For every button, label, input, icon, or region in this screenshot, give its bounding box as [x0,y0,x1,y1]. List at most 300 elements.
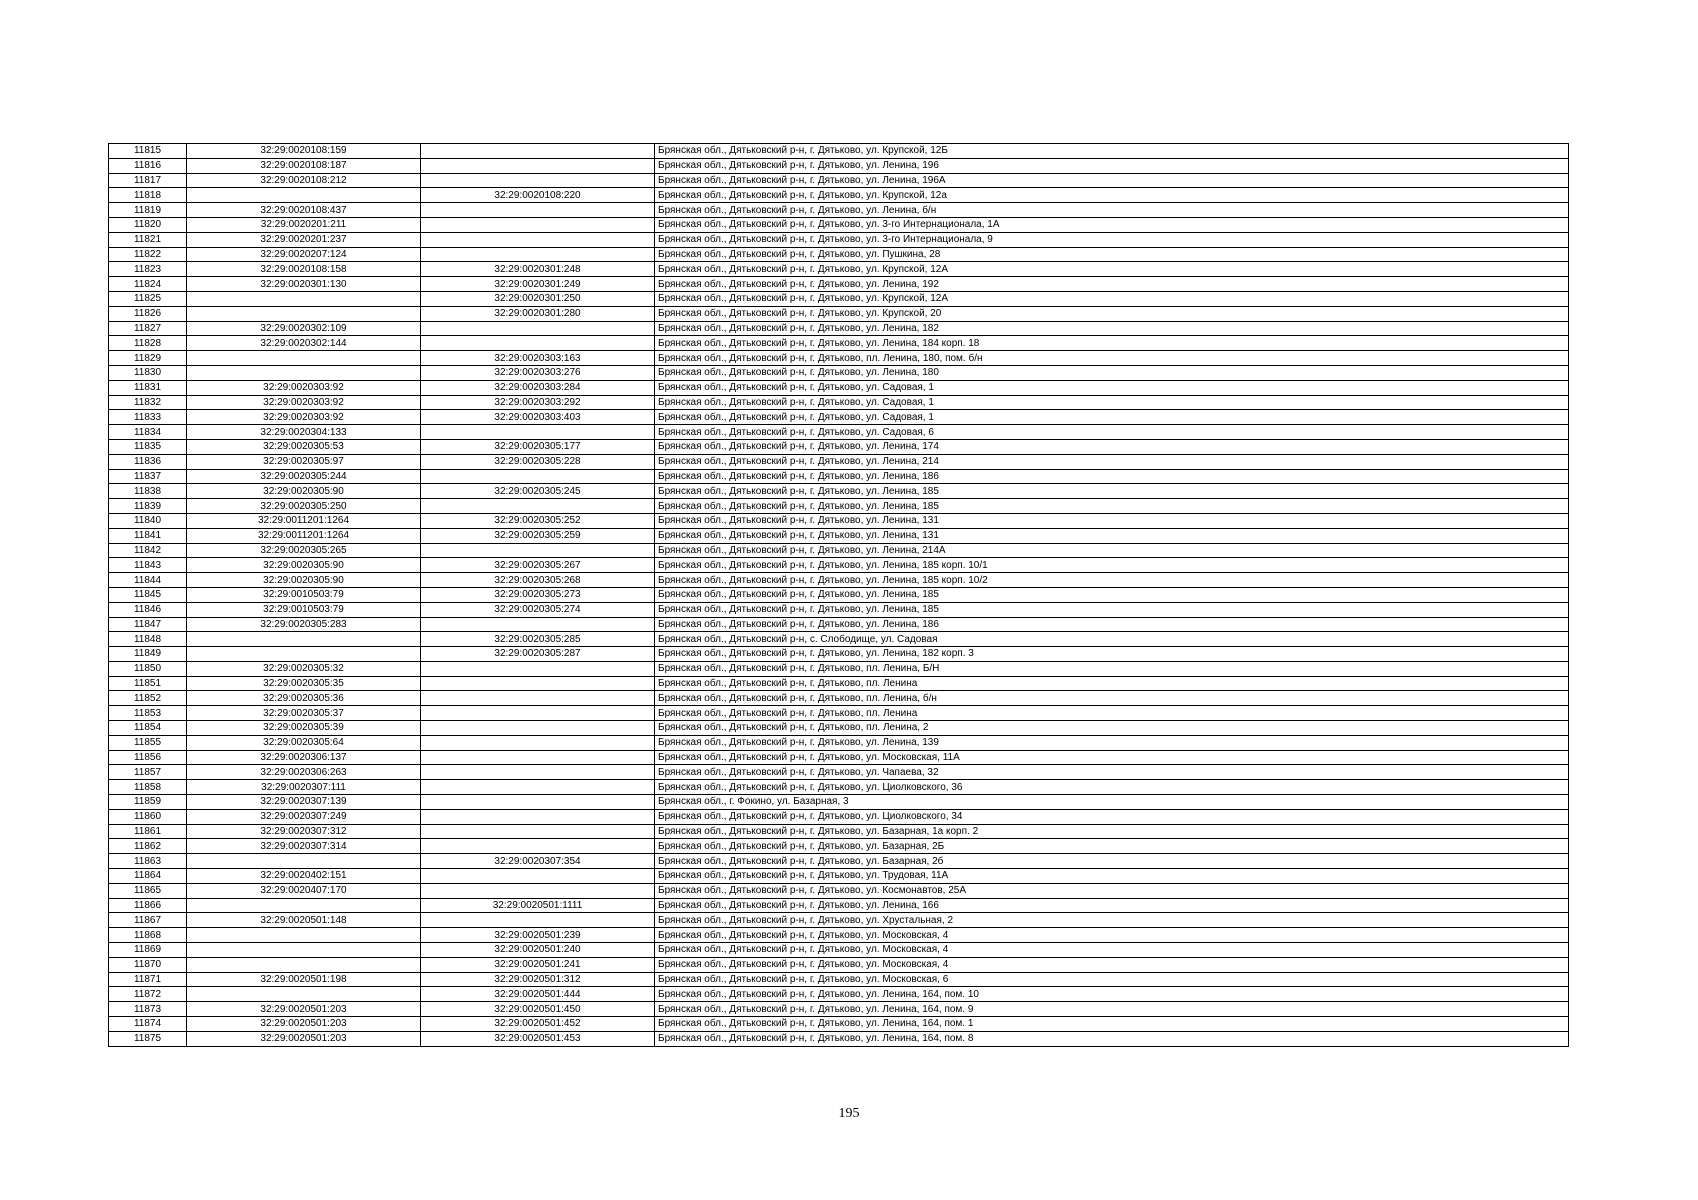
table-row [109,454,1569,469]
land-cadastral-number-cell [187,351,421,366]
land-cadastral-number-cell: 32:29:0020108:159 [187,144,421,159]
address-cell: Брянская обл., Дятьковский р-н, г. Дятьково, ул. Ленина, 184 корп. 18 [655,336,1569,351]
object-cadastral-number-cell [421,706,655,721]
address-cell: Брянская обл., Дятьковский р-н, г. Дятьково, ул. 3-го Интернационала, 9 [655,232,1569,247]
land-cadastral-number-cell: 32:29:0020307:312 [187,824,421,839]
land-cadastral-number-cell: 32:29:0020305:283 [187,617,421,632]
table-row [109,676,1569,691]
land-cadastral-number-cell: 32:29:0010503:79 [187,587,421,602]
row-number-cell: 11852 [109,691,187,706]
object-cadastral-number-cell: 32:29:0020305:177 [421,439,655,454]
table-row [109,972,1569,987]
land-cadastral-number-cell: 32:29:0010503:79 [187,602,421,617]
table-row [109,957,1569,972]
row-number-cell: 11872 [109,987,187,1002]
land-cadastral-number-cell [187,365,421,380]
table-row [109,439,1569,454]
address-cell: Брянская обл., Дятьковский р-н, г. Дятьково, ул. Московская, 4 [655,928,1569,943]
row-number-cell: 11867 [109,913,187,928]
row-number-cell: 11860 [109,809,187,824]
object-cadastral-number-cell [421,499,655,514]
row-number-cell: 11817 [109,173,187,188]
land-cadastral-number-cell: 32:29:0020305:32 [187,661,421,676]
row-number-cell: 11845 [109,587,187,602]
object-cadastral-number-cell: 32:29:0020501:241 [421,957,655,972]
land-cadastral-number-cell: 32:29:0020306:263 [187,765,421,780]
land-cadastral-number-cell: 32:29:0020307:111 [187,780,421,795]
table-row [109,750,1569,765]
land-cadastral-number-cell: 32:29:0020305:90 [187,484,421,499]
address-cell: Брянская обл., Дятьковский р-н, г. Дятьково, ул. Ленина, 185 [655,484,1569,499]
address-cell: Брянская обл., Дятьковский р-н, г. Дятьково, ул. Московская, 11А [655,750,1569,765]
object-cadastral-number-cell: 32:29:0020301:250 [421,291,655,306]
address-cell: Брянская обл., Дятьковский р-н, г. Дятьково, ул. Ленина, 185 корп. 10/2 [655,573,1569,588]
object-cadastral-number-cell [421,617,655,632]
table-row [109,425,1569,440]
row-number-cell: 11857 [109,765,187,780]
land-cadastral-number-cell: 32:29:0020304:133 [187,425,421,440]
table-row [109,484,1569,499]
object-cadastral-number-cell [421,883,655,898]
address-cell: Брянская обл., Дятьковский р-н, г. Дятьково, ул. Ленина, 186 [655,469,1569,484]
land-cadastral-number-cell: 32:29:0020305:244 [187,469,421,484]
row-number-cell: 11825 [109,291,187,306]
address-cell: Брянская обл., Дятьковский р-н, г. Дятьково, ул. Базарная, 2Б [655,839,1569,854]
object-cadastral-number-cell: 32:29:0020305:267 [421,558,655,573]
address-cell: Брянская обл., Дятьковский р-н, г. Дятьково, пл. Ленина [655,706,1569,721]
address-cell: Брянская обл., Дятьковский р-н, г. Дятьково, ул. Ленина, 192 [655,277,1569,292]
table-row [109,528,1569,543]
land-cadastral-number-cell: 32:29:0020501:203 [187,1031,421,1046]
object-cadastral-number-cell [421,750,655,765]
land-cadastral-number-cell [187,854,421,869]
land-cadastral-number-cell: 32:29:0020201:237 [187,232,421,247]
table-row [109,395,1569,410]
table-row [109,661,1569,676]
object-cadastral-number-cell [421,321,655,336]
address-cell: Брянская обл., Дятьковский р-н, г. Дятьково, ул. Ленина, 186 [655,617,1569,632]
object-cadastral-number-cell [421,691,655,706]
land-cadastral-number-cell: 32:29:0020301:130 [187,277,421,292]
row-number-cell: 11830 [109,365,187,380]
row-number-cell: 11841 [109,528,187,543]
land-cadastral-number-cell: 32:29:0020305:90 [187,558,421,573]
land-cadastral-number-cell: 32:29:0020501:203 [187,1002,421,1017]
land-cadastral-number-cell: 32:29:0020501:198 [187,972,421,987]
land-cadastral-number-cell: 32:29:0020407:170 [187,883,421,898]
table-row [109,380,1569,395]
address-cell: Брянская обл., Дятьковский р-н, г. Дятьково, ул. Ленина, 182 корп. 3 [655,647,1569,662]
object-cadastral-number-cell [421,203,655,218]
object-cadastral-number-cell [421,721,655,736]
address-cell: Брянская обл., Дятьковский р-н, г. Дятьково, ул. Садовая, 1 [655,380,1569,395]
table-row [109,928,1569,943]
land-cadastral-number-cell: 32:29:0020305:90 [187,573,421,588]
land-cadastral-number-cell: 32:29:0020307:139 [187,795,421,810]
address-cell: Брянская обл., Дятьковский р-н, г. Дятьково, пл. Ленина [655,676,1569,691]
row-number-cell: 11835 [109,439,187,454]
row-number-cell: 11859 [109,795,187,810]
object-cadastral-number-cell: 32:29:0020305:287 [421,647,655,662]
row-number-cell: 11820 [109,217,187,232]
address-cell: Брянская обл., Дятьковский р-н, г. Дятьково, ул. Ленина, 214 [655,454,1569,469]
land-cadastral-number-cell [187,957,421,972]
object-cadastral-number-cell [421,247,655,262]
table-row [109,602,1569,617]
object-cadastral-number-cell [421,765,655,780]
row-number-cell: 11837 [109,469,187,484]
object-cadastral-number-cell: 32:29:0020305:259 [421,528,655,543]
row-number-cell: 11866 [109,898,187,913]
table-row [109,765,1569,780]
row-number-cell: 11834 [109,425,187,440]
row-number-cell: 11873 [109,1002,187,1017]
table-row [109,1017,1569,1032]
table-row [109,1002,1569,1017]
address-cell: Брянская обл., Дятьковский р-н, г. Дятьково, ул. Ленина, 182 [655,321,1569,336]
table-row [109,839,1569,854]
object-cadastral-number-cell: 32:29:0020501:452 [421,1017,655,1032]
row-number-cell: 11833 [109,410,187,425]
row-number-cell: 11839 [109,499,187,514]
table-row [109,247,1569,262]
land-cadastral-number-cell [187,306,421,321]
row-number-cell: 11861 [109,824,187,839]
land-cadastral-number-cell: 32:29:0020108:437 [187,203,421,218]
property-registry-table [108,143,1569,1047]
table-row [109,262,1569,277]
object-cadastral-number-cell [421,795,655,810]
object-cadastral-number-cell: 32:29:0020501:1111 [421,898,655,913]
table-row [109,291,1569,306]
object-cadastral-number-cell: 32:29:0020303:403 [421,410,655,425]
table-row [109,144,1569,159]
land-cadastral-number-cell [187,291,421,306]
object-cadastral-number-cell: 32:29:0020305:273 [421,587,655,602]
land-cadastral-number-cell: 32:29:0020501:203 [187,1017,421,1032]
object-cadastral-number-cell: 32:29:0020301:280 [421,306,655,321]
table-row [109,336,1569,351]
address-cell: Брянская обл., Дятьковский р-н, г. Дятьково, ул. Ленина, 166 [655,898,1569,913]
address-cell: Брянская обл., Дятьковский р-н, г. Дятьково, ул. Хрустальная, 2 [655,913,1569,928]
land-cadastral-number-cell: 32:29:0020303:92 [187,410,421,425]
land-cadastral-number-cell: 32:29:0020108:158 [187,262,421,277]
row-number-cell: 11870 [109,957,187,972]
row-number-cell: 11874 [109,1017,187,1032]
address-cell: Брянская обл., Дятьковский р-н, г. Дятьково, ул. Ленина, 185 [655,587,1569,602]
address-cell: Брянская обл., Дятьковский р-н, г. Дятьково, ул. Ленина, 180 [655,365,1569,380]
address-cell: Брянская обл., Дятьковский р-н, г. Дятьково, пл. Ленина, 2 [655,721,1569,736]
object-cadastral-number-cell [421,913,655,928]
address-cell: Брянская обл., Дятьковский р-н, с. Слободище, ул. Садовая [655,632,1569,647]
table-row [109,943,1569,958]
table-row [109,188,1569,203]
table-row [109,913,1569,928]
address-cell: Брянская обл., Дятьковский р-н, г. Дятьково, ул. Базарная, 1а корп. 2 [655,824,1569,839]
object-cadastral-number-cell: 32:29:0020305:274 [421,602,655,617]
object-cadastral-number-cell: 32:29:0020501:240 [421,943,655,958]
land-cadastral-number-cell: 32:29:0020303:92 [187,380,421,395]
document-page [108,143,1568,1047]
row-number-cell: 11826 [109,306,187,321]
table-row [109,351,1569,366]
address-cell: Брянская обл., Дятьковский р-н, г. Дятьково, ул. Трудовая, 11А [655,869,1569,884]
address-cell: Брянская обл., Дятьковский р-н, г. Дятьково, ул. Ленина, 214А [655,543,1569,558]
object-cadastral-number-cell: 32:29:0020301:248 [421,262,655,277]
row-number-cell: 11827 [109,321,187,336]
address-cell: Брянская обл., Дятьковский р-н, г. Дятьково, ул. Садовая, 1 [655,395,1569,410]
row-number-cell: 11818 [109,188,187,203]
table-row [109,410,1569,425]
table-row [109,735,1569,750]
page-number: 195 [838,1106,860,1121]
table-row [109,365,1569,380]
table-row [109,232,1569,247]
address-cell: Брянская обл., Дятьковский р-н, г. Дятьково, ул. Московская, 4 [655,943,1569,958]
address-cell: Брянская обл., Дятьковский р-н, г. Дятьково, ул. Ленина, 164, пом. 8 [655,1031,1569,1046]
address-cell: Брянская обл., Дятьковский р-н, г. Дятьково, ул. Ленина, 131 [655,513,1569,528]
table-row [109,617,1569,632]
table-row [109,809,1569,824]
object-cadastral-number-cell: 32:29:0020303:292 [421,395,655,410]
table-row [109,632,1569,647]
address-cell: Брянская обл., Дятьковский р-н, г. Дятьково, ул. Московская, 6 [655,972,1569,987]
land-cadastral-number-cell: 32:29:0020307:314 [187,839,421,854]
object-cadastral-number-cell: 32:29:0020305:285 [421,632,655,647]
row-number-cell: 11864 [109,869,187,884]
table-row [109,321,1569,336]
land-cadastral-number-cell: 32:29:0020305:250 [187,499,421,514]
land-cadastral-number-cell: 32:29:0020305:35 [187,676,421,691]
row-number-cell: 11856 [109,750,187,765]
land-cadastral-number-cell: 32:29:0011201:1264 [187,513,421,528]
row-number-cell: 11847 [109,617,187,632]
row-number-cell: 11824 [109,277,187,292]
row-number-cell: 11840 [109,513,187,528]
object-cadastral-number-cell: 32:29:0020501:312 [421,972,655,987]
object-cadastral-number-cell [421,336,655,351]
object-cadastral-number-cell: 32:29:0020301:249 [421,277,655,292]
table-row [109,158,1569,173]
object-cadastral-number-cell [421,217,655,232]
address-cell: Брянская обл., Дятьковский р-н, г. Дятьково, ул. Ленина, 185 корп. 10/1 [655,558,1569,573]
row-number-cell: 11829 [109,351,187,366]
object-cadastral-number-cell [421,735,655,750]
land-cadastral-number-cell [187,898,421,913]
address-cell: Брянская обл., Дятьковский р-н, г. Дятьково, пл. Ленина, б/н [655,691,1569,706]
address-cell: Брянская обл., Дятьковский р-н, г. Дятьково, ул. Ленина, 185 [655,602,1569,617]
land-cadastral-number-cell: 32:29:0020402:151 [187,869,421,884]
row-number-cell: 11846 [109,602,187,617]
row-number-cell: 11843 [109,558,187,573]
land-cadastral-number-cell [187,943,421,958]
object-cadastral-number-cell: 32:29:0020305:228 [421,454,655,469]
land-cadastral-number-cell: 32:29:0020305:97 [187,454,421,469]
land-cadastral-number-cell: 32:29:0020207:124 [187,247,421,262]
object-cadastral-number-cell [421,173,655,188]
object-cadastral-number-cell: 32:29:0020307:354 [421,854,655,869]
row-number-cell: 11871 [109,972,187,987]
object-cadastral-number-cell: 32:29:0020303:284 [421,380,655,395]
object-cadastral-number-cell: 32:29:0020305:268 [421,573,655,588]
address-cell: Брянская обл., Дятьковский р-н, г. Дятьково, ул. Ленина, б/н [655,203,1569,218]
address-cell: Брянская обл., Дятьковский р-н, г. Дятьково, ул. Циолковского, 34 [655,809,1569,824]
land-cadastral-number-cell: 32:29:0011201:1264 [187,528,421,543]
table-row [109,306,1569,321]
table-row [109,647,1569,662]
row-number-cell: 11842 [109,543,187,558]
land-cadastral-number-cell: 32:29:0020303:92 [187,395,421,410]
object-cadastral-number-cell [421,232,655,247]
address-cell: Брянская обл., Дятьковский р-н, г. Дятьково, ул. Ленина, 185 [655,499,1569,514]
row-number-cell: 11819 [109,203,187,218]
object-cadastral-number-cell [421,661,655,676]
table-row [109,469,1569,484]
address-cell: Брянская обл., Дятьковский р-н, г. Дятьково, ул. Крупской, 12а [655,188,1569,203]
object-cadastral-number-cell: 32:29:0020303:163 [421,351,655,366]
object-cadastral-number-cell: 32:29:0020305:252 [421,513,655,528]
row-number-cell: 11851 [109,676,187,691]
row-number-cell: 11832 [109,395,187,410]
row-number-cell: 11823 [109,262,187,277]
land-cadastral-number-cell: 32:29:0020302:109 [187,321,421,336]
row-number-cell: 11822 [109,247,187,262]
table-row [109,780,1569,795]
object-cadastral-number-cell: 32:29:0020501:444 [421,987,655,1002]
table-row [109,706,1569,721]
address-cell: Брянская обл., Дятьковский р-н, г. Дятьково, ул. Ленина, 164, пом. 1 [655,1017,1569,1032]
address-cell: Брянская обл., Дятьковский р-н, г. Дятьково, ул. Ленина, 196 [655,158,1569,173]
land-cadastral-number-cell: 32:29:0020501:148 [187,913,421,928]
table-row [109,987,1569,1002]
row-number-cell: 11836 [109,454,187,469]
row-number-cell: 11838 [109,484,187,499]
object-cadastral-number-cell [421,869,655,884]
land-cadastral-number-cell: 32:29:0020302:144 [187,336,421,351]
land-cadastral-number-cell [187,188,421,203]
address-cell: Брянская обл., Дятьковский р-н, г. Дятьково, ул. Крупской, 12А [655,262,1569,277]
land-cadastral-number-cell: 32:29:0020108:187 [187,158,421,173]
address-cell: Брянская обл., Дятьковский р-н, г. Дятьково, ул. Циолковского, 36 [655,780,1569,795]
object-cadastral-number-cell: 32:29:0020305:245 [421,484,655,499]
address-cell: Брянская обл., Дятьковский р-н, г. Дятьково, пл. Ленина, 180, пом. б/н [655,351,1569,366]
object-cadastral-number-cell: 32:29:0020303:276 [421,365,655,380]
row-number-cell: 11863 [109,854,187,869]
land-cadastral-number-cell: 32:29:0020305:37 [187,706,421,721]
object-cadastral-number-cell: 32:29:0020108:220 [421,188,655,203]
address-cell: Брянская обл., Дятьковский р-н, г. Дятьково, ул. Садовая, 6 [655,425,1569,440]
land-cadastral-number-cell: 32:29:0020305:36 [187,691,421,706]
row-number-cell: 11850 [109,661,187,676]
table-row [109,203,1569,218]
address-cell: Брянская обл., Дятьковский р-н, г. Дятьково, ул. 3-го Интернационала, 1А [655,217,1569,232]
object-cadastral-number-cell [421,676,655,691]
address-cell: Брянская обл., Дятьковский р-н, г. Дятьково, ул. Ленина, 139 [655,735,1569,750]
address-cell: Брянская обл., Дятьковский р-н, г. Дятьково, ул. Космонавтов, 25А [655,883,1569,898]
table-row [109,869,1569,884]
address-cell: Брянская обл., г. Фокино, ул. Базарная, 3 [655,795,1569,810]
land-cadastral-number-cell: 32:29:0020305:53 [187,439,421,454]
land-cadastral-number-cell [187,987,421,1002]
address-cell: Брянская обл., Дятьковский р-н, г. Дятьково, ул. Ленина, 164, пом. 10 [655,987,1569,1002]
row-number-cell: 11828 [109,336,187,351]
address-cell: Брянская обл., Дятьковский р-н, г. Дятьково, ул. Базарная, 2б [655,854,1569,869]
table-body [109,144,1569,1047]
object-cadastral-number-cell [421,809,655,824]
address-cell: Брянская обл., Дятьковский р-н, г. Дятьково, ул. Московская, 4 [655,957,1569,972]
table-row [109,898,1569,913]
address-cell: Брянская обл., Дятьковский р-н, г. Дятьково, ул. Ленина, 164, пом. 9 [655,1002,1569,1017]
table-row [109,499,1569,514]
row-number-cell: 11854 [109,721,187,736]
object-cadastral-number-cell [421,469,655,484]
table-row [109,795,1569,810]
table-row [109,217,1569,232]
address-cell: Брянская обл., Дятьковский р-н, г. Дятьково, ул. Крупской, 12А [655,291,1569,306]
object-cadastral-number-cell [421,158,655,173]
table-row [109,691,1569,706]
object-cadastral-number-cell: 32:29:0020501:239 [421,928,655,943]
row-number-cell: 11868 [109,928,187,943]
address-cell: Брянская обл., Дятьковский р-н, г. Дятьково, ул. Пушкина, 28 [655,247,1569,262]
table-row [109,824,1569,839]
address-cell: Брянская обл., Дятьковский р-н, г. Дятьково, ул. Чапаева, 32 [655,765,1569,780]
land-cadastral-number-cell: 32:29:0020307:249 [187,809,421,824]
row-number-cell: 11821 [109,232,187,247]
table-row [109,721,1569,736]
table-row [109,883,1569,898]
row-number-cell: 11865 [109,883,187,898]
table-row [109,558,1569,573]
object-cadastral-number-cell: 32:29:0020501:453 [421,1031,655,1046]
land-cadastral-number-cell [187,928,421,943]
object-cadastral-number-cell [421,824,655,839]
row-number-cell: 11858 [109,780,187,795]
address-cell: Брянская обл., Дятьковский р-н, г. Дятьково, ул. Ленина, 196А [655,173,1569,188]
land-cadastral-number-cell: 32:29:0020305:39 [187,721,421,736]
row-number-cell: 11875 [109,1031,187,1046]
object-cadastral-number-cell [421,144,655,159]
land-cadastral-number-cell: 32:29:0020201:211 [187,217,421,232]
object-cadastral-number-cell [421,543,655,558]
address-cell: Брянская обл., Дятьковский р-н, г. Дятьково, ул. Садовая, 1 [655,410,1569,425]
address-cell: Брянская обл., Дятьковский р-н, г. Дятьково, ул. Ленина, 131 [655,528,1569,543]
row-number-cell: 11855 [109,735,187,750]
object-cadastral-number-cell [421,839,655,854]
object-cadastral-number-cell: 32:29:0020501:450 [421,1002,655,1017]
row-number-cell: 11853 [109,706,187,721]
table-row [109,173,1569,188]
row-number-cell: 11815 [109,144,187,159]
table-row [109,277,1569,292]
land-cadastral-number-cell [187,632,421,647]
table-row [109,854,1569,869]
land-cadastral-number-cell: 32:29:0020306:137 [187,750,421,765]
land-cadastral-number-cell [187,647,421,662]
row-number-cell: 11862 [109,839,187,854]
address-cell: Брянская обл., Дятьковский р-н, г. Дятьково, ул. Ленина, 174 [655,439,1569,454]
land-cadastral-number-cell: 32:29:0020305:265 [187,543,421,558]
address-cell: Брянская обл., Дятьковский р-н, г. Дятьково, ул. Крупской, 20 [655,306,1569,321]
row-number-cell: 11848 [109,632,187,647]
object-cadastral-number-cell [421,425,655,440]
table-row [109,573,1569,588]
row-number-cell: 11849 [109,647,187,662]
object-cadastral-number-cell [421,780,655,795]
table-row [109,513,1569,528]
row-number-cell: 11869 [109,943,187,958]
row-number-cell: 11831 [109,380,187,395]
